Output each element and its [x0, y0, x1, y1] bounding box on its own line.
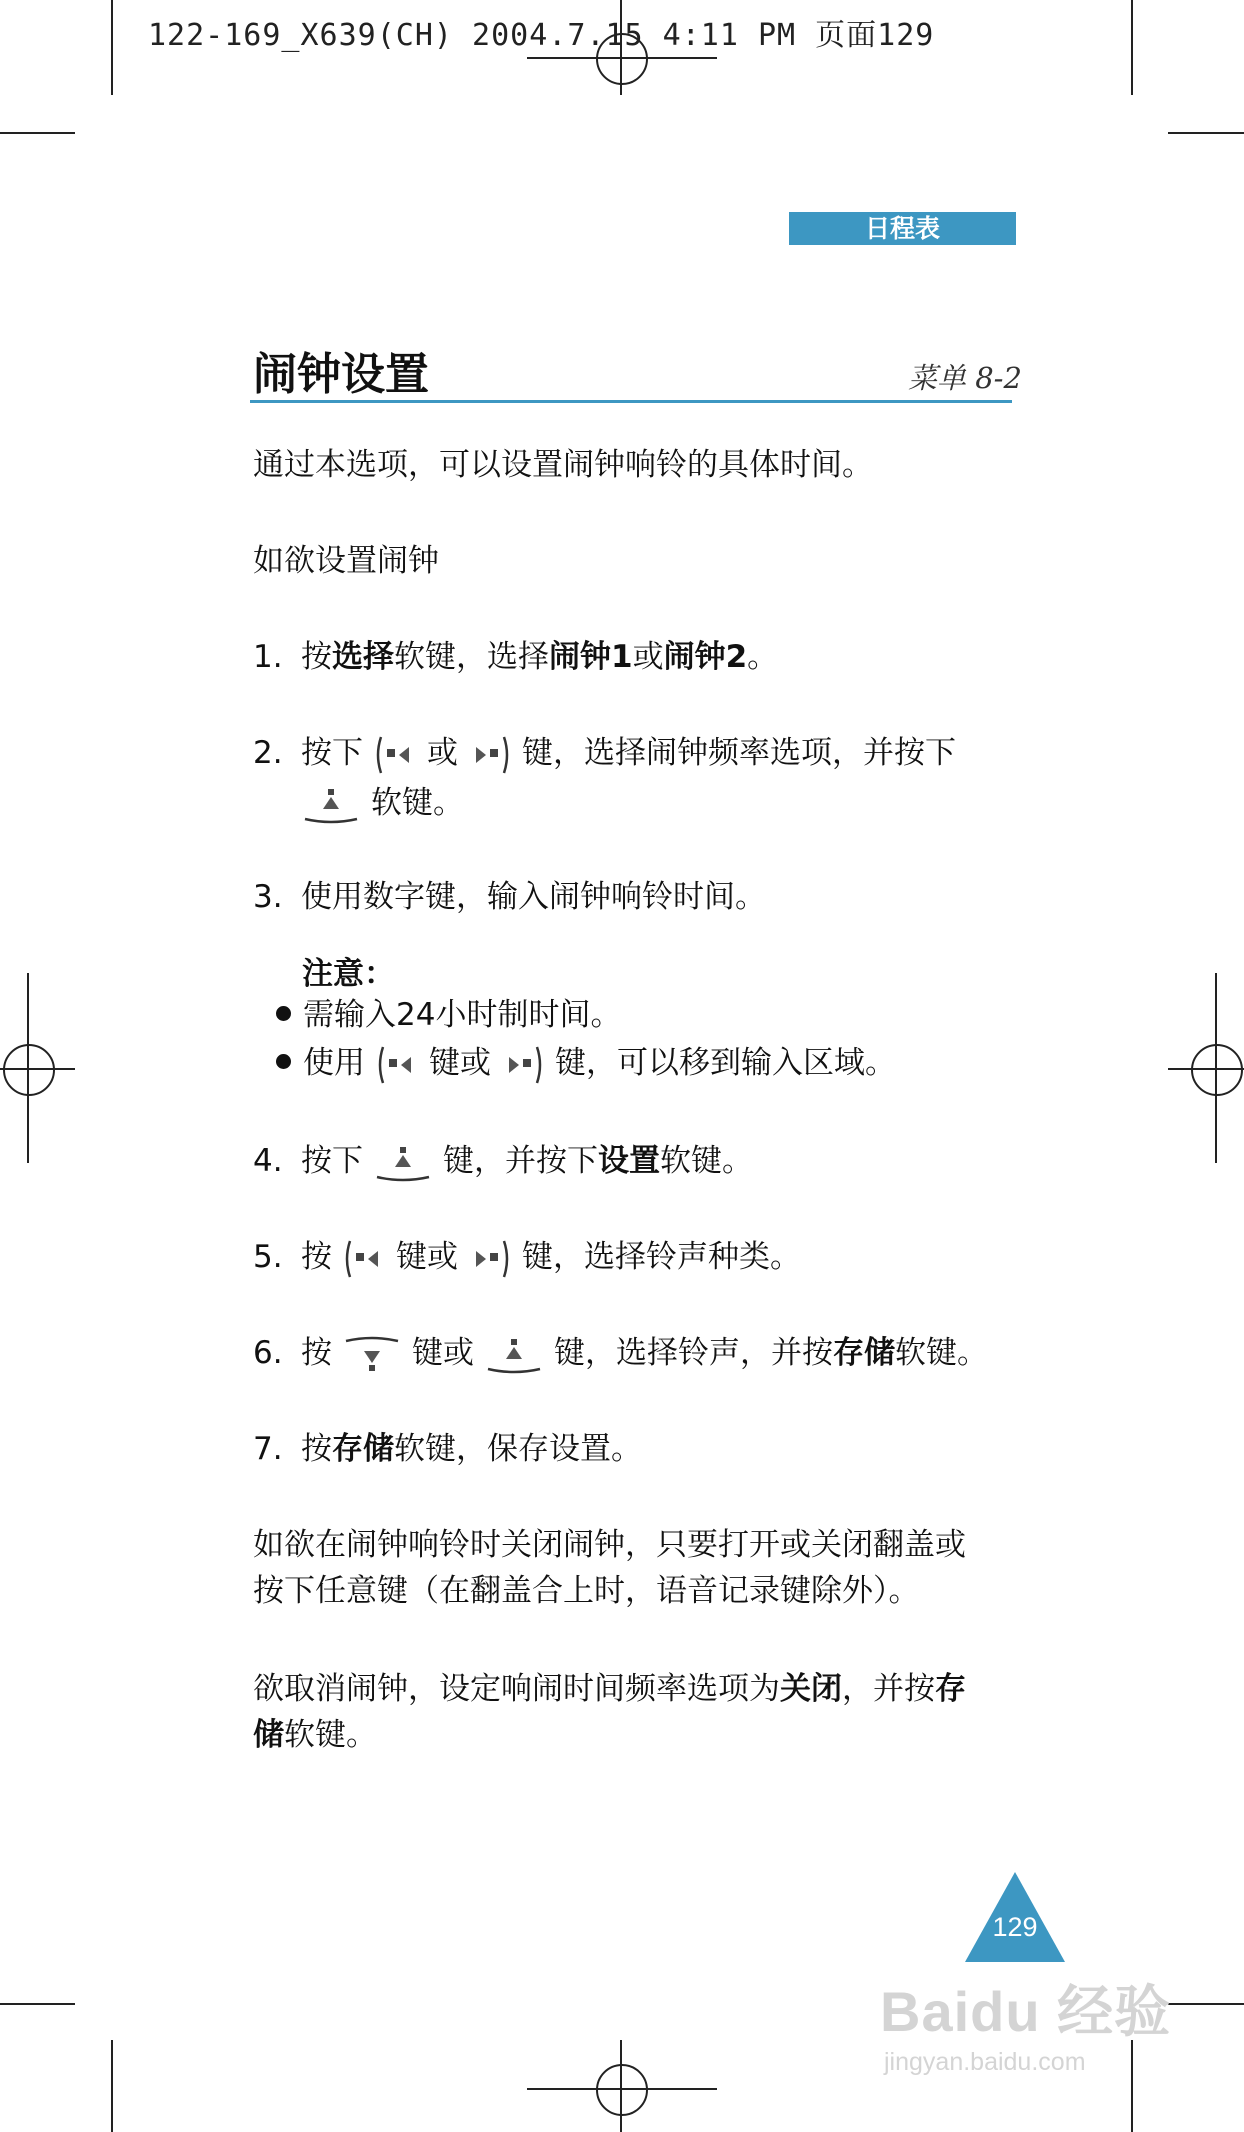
note-bullet-1: 需输入24小时制时间。 [276, 992, 621, 1038]
registration-mark [3, 1044, 55, 1096]
step-5: 5. 按 键或 键，选择铃声种类。 [253, 1234, 801, 1281]
section-tab: 日程表 [789, 212, 1016, 245]
up-key-icon [484, 1335, 544, 1375]
step-number: 5. [253, 1239, 283, 1275]
menu-reference: 菜单 8-2 [908, 361, 1022, 395]
step-number: 1. [253, 639, 283, 675]
crop-mark [111, 2040, 113, 2132]
page-number-badge [965, 1872, 1065, 1962]
registration-mark [1191, 1044, 1243, 1096]
cancel-paragraph-line-2: 储软键。 [253, 1717, 377, 1753]
down-key-icon [342, 1335, 402, 1375]
step-number: 3. [253, 879, 283, 915]
left-key-icon [375, 1043, 419, 1087]
note-title: 注意： [302, 956, 395, 992]
crop-mark [1168, 2003, 1244, 2005]
step-3: 3. 使用数字键，输入闹钟响铃时间。 [253, 874, 766, 920]
bullet-dot [276, 1054, 291, 1069]
lead-text: 如欲设置闹钟 [253, 543, 439, 579]
step-number: 7. [253, 1431, 283, 1467]
crop-mark [1131, 0, 1133, 95]
step-6: 6. 按 键或 键，选择铃声，并按存储软键。 [253, 1330, 988, 1376]
right-key-icon [501, 1043, 545, 1087]
print-header: 122-169_X639(CH) 2004.7.15 4:11 PM 页面129 [148, 18, 935, 53]
watermark [880, 1968, 1171, 2077]
page-number: 129 [992, 1912, 1038, 1942]
step-2-continued: 软键。 [301, 780, 464, 826]
step-4: 4. 按下 键，并按下设置软键。 [253, 1138, 753, 1184]
title-rule [250, 400, 1012, 403]
step-7: 7. 按存储软键，保存设置。 [253, 1426, 642, 1472]
right-key-icon [468, 733, 512, 777]
crop-mark [111, 0, 113, 95]
up-key-icon [301, 785, 361, 825]
registration-mark [596, 2064, 648, 2116]
watermark-url: jingyan.baidu.com [884, 2048, 1086, 2076]
step-2: 2. 按下 或 键，选择闹钟频率选项，并按下 [253, 730, 956, 777]
left-key-icon [373, 733, 417, 777]
step-1: 1. 按选择软键，选择闹钟1或闹钟2。 [253, 634, 778, 680]
note-bullet-2: 使用 键或 键，可以移到输入区域。 [276, 1040, 896, 1087]
crop-mark [1168, 132, 1244, 134]
intro-text: 通过本选项，可以设置闹钟响铃的具体时间。 [253, 447, 873, 483]
watermark-logo: Baidu 经验 [880, 1980, 1172, 2043]
crop-mark [0, 132, 75, 134]
left-key-icon [342, 1237, 386, 1281]
step-number: 6. [253, 1335, 283, 1371]
right-key-icon [468, 1237, 512, 1281]
bullet-dot [276, 1006, 291, 1021]
close-paragraph-line-1: 如欲在闹钟响铃时关闭闹钟，只要打开或关闭翻盖或 [253, 1527, 966, 1563]
step-number: 2. [253, 735, 283, 771]
page-title: 闹钟设置 [253, 349, 429, 400]
close-paragraph-line-2: 按下任意键（在翻盖合上时，语音记录键除外）。 [253, 1573, 920, 1609]
step-number: 4. [253, 1143, 283, 1179]
cancel-paragraph-line-1: 欲取消闹钟，设定响闹时间频率选项为关闭，并按存 [253, 1671, 966, 1707]
up-key-icon [373, 1143, 433, 1183]
crop-mark [0, 2003, 75, 2005]
